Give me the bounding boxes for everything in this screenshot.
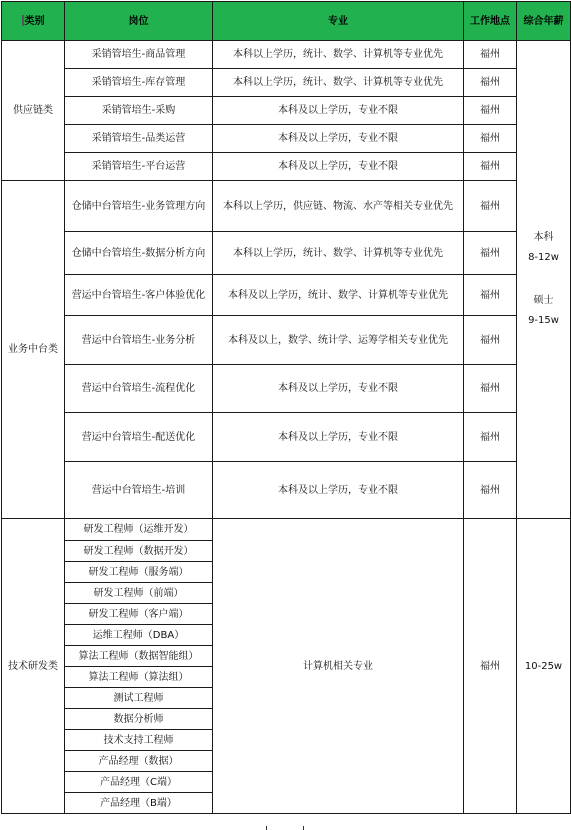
major-cell: 本科及以上学历，专业不限 bbox=[213, 125, 464, 153]
location-cell: 福州 bbox=[464, 153, 517, 181]
location-cell: 福州 bbox=[464, 97, 517, 125]
header-salary: 综合年薪 bbox=[517, 2, 571, 41]
position-cell: 技术支持工程师 bbox=[65, 730, 213, 751]
location-cell: 福州 bbox=[464, 275, 517, 316]
major-cell: 本科及以上学历，专业不限 bbox=[213, 153, 464, 181]
position-cell: 营运中台管培生-业务分析 bbox=[65, 316, 213, 365]
location-cell: 福州 bbox=[464, 69, 517, 97]
position-cell: 营运中台管培生-配送优化 bbox=[65, 413, 213, 462]
salary-bachelor-label: 本科 bbox=[533, 232, 554, 243]
position-cell: 研发工程师（运维开发） bbox=[65, 519, 213, 541]
position-cell: 测试工程师 bbox=[65, 688, 213, 709]
location-cell: 福州 bbox=[464, 41, 517, 69]
category-cell: 业务中台类 bbox=[2, 181, 65, 519]
table-row bbox=[2, 153, 571, 181]
salary-cell-upper bbox=[517, 41, 571, 519]
position-cell: 采销管培生-商品管理 bbox=[65, 41, 213, 69]
position-cell: 算法工程师（数据智能组） bbox=[65, 646, 213, 667]
recruitment-table bbox=[1, 1, 571, 814]
location-cell: 福州 bbox=[464, 181, 517, 232]
table-row bbox=[2, 97, 571, 125]
salary-cell-tech: 10-25w bbox=[517, 519, 571, 814]
bottom-divider-marks bbox=[266, 826, 304, 830]
table-row bbox=[2, 462, 571, 519]
location-cell: 福州 bbox=[464, 365, 517, 413]
location-cell: 福州 bbox=[464, 519, 517, 814]
location-cell: 福州 bbox=[464, 413, 517, 462]
position-cell: 仓储中台管培生-业务管理方向 bbox=[65, 181, 213, 232]
salary-bachelor-range: 8-12w bbox=[528, 252, 559, 263]
major-cell: 本科及以上学历，统计、数学、计算机等专业优先 bbox=[213, 275, 464, 316]
table-row bbox=[2, 413, 571, 462]
category-cell: 技术研发类 bbox=[2, 519, 65, 814]
location-cell: 福州 bbox=[464, 316, 517, 365]
position-cell: 产品经理（B端） bbox=[65, 793, 213, 814]
salary-master-range: 9-15w bbox=[528, 315, 559, 326]
table-row bbox=[2, 316, 571, 365]
position-cell: 研发工程师（客户端） bbox=[65, 604, 213, 625]
position-cell: 运维工程师（DBA） bbox=[65, 625, 213, 646]
cursor-mark-icon bbox=[22, 15, 24, 26]
major-cell: 计算机相关专业 bbox=[213, 519, 464, 814]
position-cell: 研发工程师（服务端） bbox=[65, 562, 213, 583]
table-row bbox=[2, 41, 571, 69]
position-cell: 采销管培生-平台运营 bbox=[65, 153, 213, 181]
major-cell: 本科以上学历，供应链、物流、水产等相关专业优先 bbox=[213, 181, 464, 232]
location-cell: 福州 bbox=[464, 125, 517, 153]
major-cell: 本科及以上学历，专业不限 bbox=[213, 462, 464, 519]
location-cell: 福州 bbox=[464, 232, 517, 275]
table-row bbox=[2, 232, 571, 275]
major-cell: 本科及以上，数学、统计学、运筹学相关专业优先 bbox=[213, 316, 464, 365]
table-row bbox=[2, 125, 571, 153]
salary-master-label: 硕士 bbox=[533, 295, 554, 306]
header-category: 类别 bbox=[2, 2, 65, 41]
position-cell: 营运中台管培生-流程优化 bbox=[65, 365, 213, 413]
major-cell: 本科及以上学历，专业不限 bbox=[213, 413, 464, 462]
header-position: 岗位 bbox=[65, 2, 213, 41]
table-row bbox=[2, 69, 571, 97]
major-cell: 本科及以上学历，专业不限 bbox=[213, 365, 464, 413]
table-row bbox=[2, 365, 571, 413]
major-cell: 本科及以上学历，专业不限 bbox=[213, 97, 464, 125]
position-cell: 采销管培生-品类运营 bbox=[65, 125, 213, 153]
header-major: 专业 bbox=[213, 2, 464, 41]
table-row bbox=[2, 275, 571, 316]
position-cell: 仓储中台管培生-数据分析方向 bbox=[65, 232, 213, 275]
position-cell: 营运中台管培生-客户体验优化 bbox=[65, 275, 213, 316]
major-cell: 本科以上学历，统计、数学、计算机等专业优先 bbox=[213, 69, 464, 97]
table-row bbox=[2, 181, 571, 232]
major-cell: 本科以上学历，统计、数学、计算机等专业优先 bbox=[213, 41, 464, 69]
table-header-row bbox=[2, 2, 571, 41]
position-cell: 算法工程师（算法组） bbox=[65, 667, 213, 688]
position-cell: 采销管培生-库存管理 bbox=[65, 69, 213, 97]
position-cell: 营运中台管培生-培训 bbox=[65, 462, 213, 519]
position-cell: 产品经理（C端） bbox=[65, 772, 213, 793]
table-row bbox=[2, 519, 571, 541]
category-cell: 供应链类 bbox=[2, 41, 65, 181]
position-cell: 数据分析师 bbox=[65, 709, 213, 730]
position-cell: 采销管培生-采购 bbox=[65, 97, 213, 125]
header-location: 工作地点 bbox=[464, 2, 517, 41]
position-cell: 研发工程师（数据开发） bbox=[65, 541, 213, 562]
position-cell: 产品经理（数据） bbox=[65, 751, 213, 772]
major-cell: 本科以上学历，统计、数学、计算机等专业优先 bbox=[213, 232, 464, 275]
position-cell: 研发工程师（前端） bbox=[65, 583, 213, 604]
location-cell: 福州 bbox=[464, 462, 517, 519]
